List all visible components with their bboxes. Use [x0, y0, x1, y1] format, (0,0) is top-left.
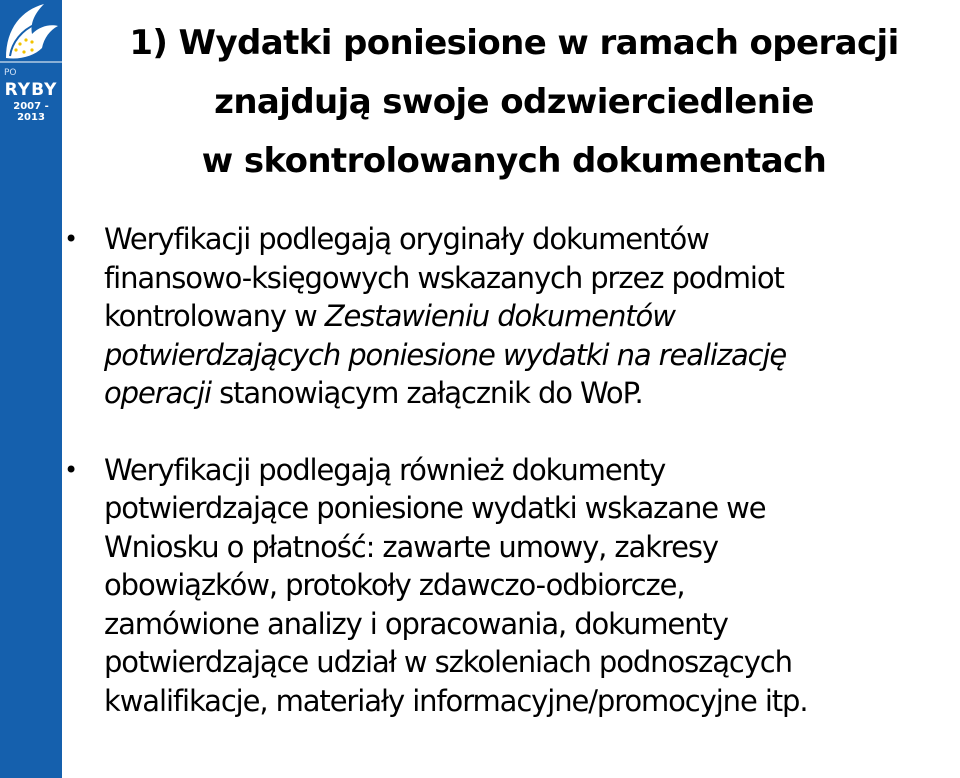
bullet-marker-icon: •	[64, 455, 78, 484]
bullet-line: potwierdzające poniesione wydatki wskazane we	[104, 491, 766, 525]
bullet-marker-icon: •	[64, 225, 78, 253]
bullet-line	[104, 374, 960, 413]
logo-name: RYBY	[4, 80, 58, 100]
bullet-text: stanowiącym załącznik do WoP.	[210, 376, 643, 410]
bullet-line	[104, 220, 960, 259]
title-line: 1) Wydatki poniesione w ramach operacji	[129, 23, 899, 63]
logo-years: 2007 - 2013	[13, 101, 49, 123]
bullet-item-originals	[64, 220, 960, 413]
bullet-line	[104, 259, 960, 298]
bullet-text-italic: potwierdzających poniesione wydatki na realizację	[104, 337, 787, 372]
sidebar-band	[0, 0, 62, 778]
bullet-line: kwalifikacje, materiały informacyjne/promocyjne itp.	[104, 683, 808, 718]
bullet-line: potwierdzające udział w szkoleniach podnoszących	[104, 645, 792, 679]
po-ryby-logo	[0, 0, 62, 124]
bullet-line: Weryfikacji podlegają również dokumenty	[104, 452, 666, 487]
bullet-line: Wniosku o płatność: zawarte umowy, zakresy	[104, 529, 718, 564]
bullet-text: finansowo-księgowych wskazanych przez podmiot	[104, 260, 784, 295]
bullet-line: zamówione analizy i opracowania, dokumenty	[104, 606, 728, 641]
bullet-line	[104, 297, 960, 336]
bullet-text: Weryfikacji podlegają oryginały dokumentów	[104, 222, 709, 256]
slide-title	[70, 14, 958, 191]
title-line: znajdują swoje odzwierciedlenie	[214, 82, 814, 122]
bullet-text-italic: Zestawieniu dokumentów	[324, 299, 675, 333]
bullet-text: kontrolowany w	[104, 299, 325, 333]
bullet-list	[64, 220, 960, 720]
bullet-item-other-documents	[64, 451, 960, 721]
title-line: w skontrolowanych dokumentach	[201, 141, 827, 181]
bullet-line: obowiązków, protokoły zdawczo-odbiorcze,	[104, 568, 685, 602]
logo-prefix: PO	[4, 68, 17, 78]
bullet-line	[104, 336, 960, 375]
bullet-text-italic: operacji	[104, 376, 211, 410]
